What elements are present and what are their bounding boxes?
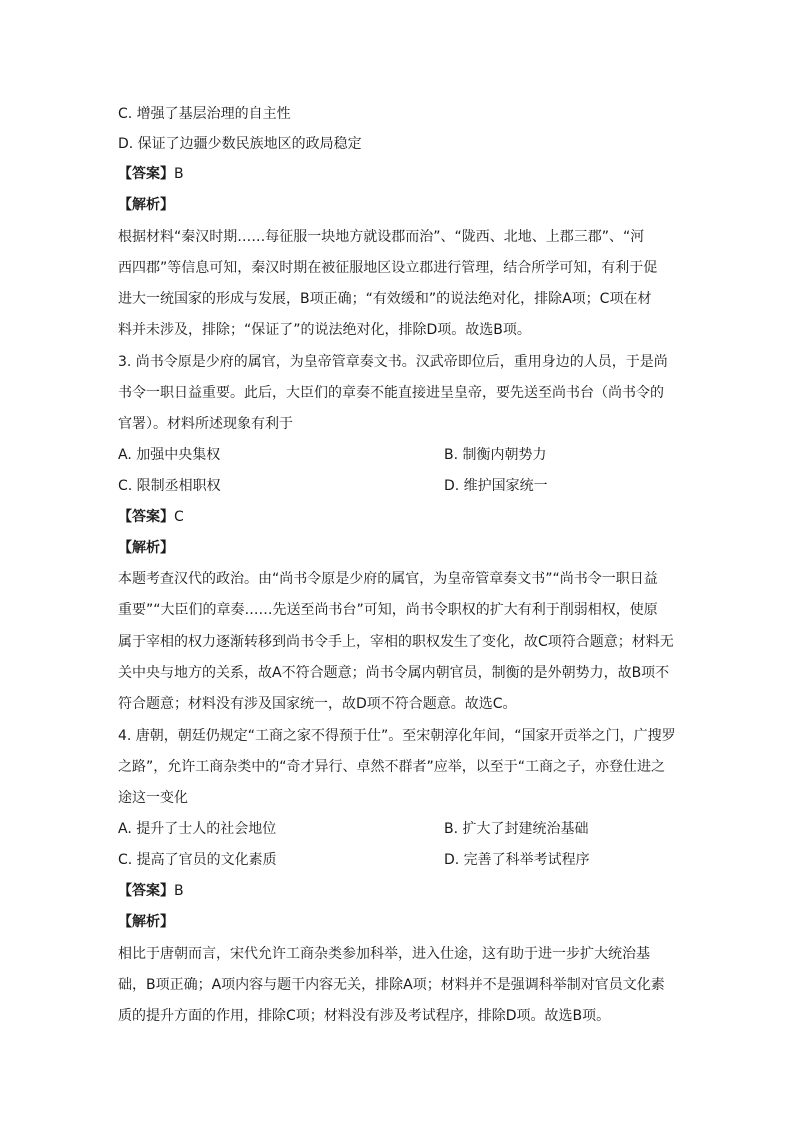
q4-option-a: A. 提升了士人的社会地位 (118, 821, 277, 837)
q4-stem-line: 之路”，允许工商杂类中的“奇才异行、卓然不群者”应举，以至于“工商之子，亦登仕进之 (118, 759, 666, 775)
q3-analysis-label: 【解析】 (118, 540, 174, 556)
q3-answer (118, 507, 678, 527)
q4-analysis-label: 【解析】 (118, 914, 174, 930)
q3-analysis-line: 本题考查汉代的政治。由“尚书令原是少府的属官，为皇帝管章奏文书”“尚书令一职日益 (118, 571, 658, 587)
q4-option-c: C. 提高了官员的文化素质 (118, 852, 277, 868)
q4-option-d: D. 完善了科举考试程序 (444, 852, 590, 868)
q3-analysis-line: 重要”“大臣们的章奏……先送至尚书台”可知，尚书令职权的扩大有利于削弱相权，使原 (118, 602, 658, 618)
q4-stem-line: 途这一变化 (118, 790, 188, 806)
q3-answer-value: C (174, 509, 184, 525)
q2-analysis-line: 西四郡”等信息可知，秦汉时期在被征服地区设立郡进行管理，结合所学可知，有利于促 (118, 260, 658, 276)
q2-analysis-line: 根据材料“秦汉时期……每征服一块地方就设郡而治”、“陇西、北地、上郡三郡”、“河 (118, 229, 645, 245)
q3-option-d: D. 维护国家统一 (444, 478, 548, 494)
q3-option-b: B. 制衡内朝势力 (444, 447, 547, 463)
q4-analysis-line: 相比于唐朝而言，宋代允许工商杂类参加科举，进入仕途，这有助于进一步扩大统治基 (118, 946, 650, 962)
q4-stem-line: 4. 唐朝，朝廷仍规定“工商之家不得预于仕”。至宋朝淳化年间，“国家开贡举之门，广搜罗 (118, 728, 676, 744)
q2-analysis-label: 【解析】 (118, 197, 174, 213)
q3-analysis-line: 符合题意；材料没有涉及国家统一，故D项不符合题意。故选C。 (118, 696, 517, 712)
q3-stem-line: 3. 尚书令原是少府的属官，为皇帝管章奏文书。汉武帝即位后，重用身边的人员，于是尚 (118, 354, 668, 370)
q4-answer (118, 881, 678, 901)
q4-answer-label: 【答案】 (118, 883, 174, 899)
q3-option-c: C. 限制丞相职权 (118, 478, 221, 494)
q3-answer-label: 【答案】 (118, 509, 174, 525)
q4-answer-value: B (174, 883, 184, 899)
q3-option-a: A. 加强中央集权 (118, 447, 221, 463)
q2-analysis-line: 进大一统国家的形成与发展，B项正确；“有效缓和”的说法绝对化，排除A项；C项在材 (118, 291, 652, 307)
q2-answer-label: 【答案】 (118, 166, 174, 182)
q3-stem-line: 官署）。材料所述现象有利于 (118, 416, 293, 432)
q3-stem-line: 书令一职日益重要。此后，大臣们的章奏不能直接进呈皇帝，要先送至尚书台（尚书令的 (118, 385, 664, 401)
q3-analysis-line: 属于宰相的权力逐渐转移到尚书令手上，宰相的职权发生了变化，故C项符合题意；材料无 (118, 634, 674, 650)
q2-answer (118, 164, 678, 184)
q2-analysis-line: 料并未涉及，排除；“保证了”的说法绝对化，排除D项。故选B项。 (118, 322, 531, 338)
q4-option-b: B. 扩大了封建统治基础 (444, 821, 589, 837)
q2-option-c: C. 增强了基层治理的自主性 (118, 106, 291, 122)
q4-analysis-line: 础，B项正确；A项内容与题干内容无关，排除A项；材料并不是强调科举制对官员文化素 (118, 977, 665, 993)
q3-analysis-line: 关中央与地方的关系，故A不符合题意；尚书令属内朝官员，制衡的是外朝势力，故B项不 (118, 665, 670, 681)
q2-option-d: D. 保证了边疆少数民族地区的政局稳定 (118, 136, 362, 152)
q4-analysis-line: 质的提升方面的作用，排除C项；材料没有涉及考试程序，排除D项。故选B项。 (118, 1008, 611, 1024)
q2-answer-value: B (174, 166, 184, 182)
